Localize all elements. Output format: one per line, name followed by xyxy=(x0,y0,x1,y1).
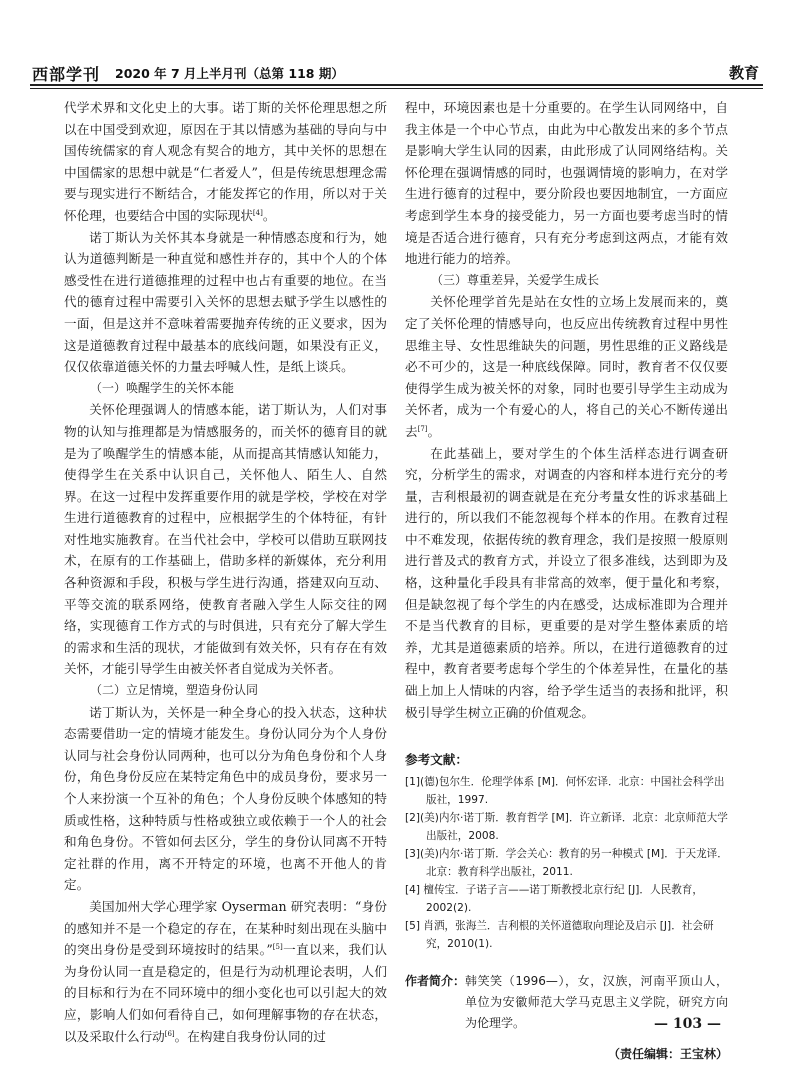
journal-logo: 西部学刊 xyxy=(32,65,101,84)
page-header xyxy=(0,0,793,90)
reference-item: [1](德)包尔生．伦理学体系 [M]．何怀宏译．北京：中国社会科学出版社，1997. xyxy=(405,776,725,807)
citation[interactable]: [6] xyxy=(164,1029,175,1038)
citation[interactable]: [7] xyxy=(417,424,428,433)
paragraph: 程中，环境因素也是十分重要的。在学生认同网络中，自我主体是一个中心节点，由此为中心散发出来的多个节点是影响大学生认同的因素，由此形成了认同网络结构。关怀伦理在强调情感的同时，也强调情境的影响力，在对学生进行德育的过程中，要分阶段也要因地制宜，一方面应考虑到学生本身的接受能力，另一方面也要考虑当时的情境是否适合进行德育，只有充分考虑到这两点，才能有效地进行能力的培养。 xyxy=(405,100,728,267)
author-text: 韩笑笑（1996—），女，汉族，河南平顶山人，单位为安徽师范大学马克思主义学院，研究方向为伦理学。 xyxy=(465,974,728,1031)
reference-item: [2](美)内尔·诺丁斯．教育哲学 [M]．许立新译．北京：北京师范大学出版社，2008. xyxy=(405,812,728,843)
subheading: （三）尊重差异，关爱学生成长 xyxy=(431,272,600,287)
paragraph: 诺丁斯认为关怀其本身就是一种情感态度和行为，她认为道德判断是一种直觉和感性并存的，其中个人的个体感受性在进行道德推理的过程中也占有重要的地位。在当代的德育过程中需要引入关怀的思想去赋予学生以感性的一面，但是这并不意味着需要抛弃传统的正义要求，因为这是道德教育过程中最基本的底线问题，如果没有正义，仅仅依靠道德关怀的力量去呼喊人性，是纸上谈兵。 xyxy=(64,229,387,375)
editor-credit: （责任编辑：王宝林） xyxy=(607,1047,728,1062)
issue-info: 2020 年 7 月上半月刊（总第 118 期） xyxy=(115,66,344,81)
paragraph: 关怀伦理学首先是站在女性的立场上发展而来的，奠定了关怀伦理的情感导向，也反应出传统教育过程中男性思维主导、女性思维缺失的问题，男性思维的正义路线是必不可少的，这是一种底线保障。同时，教育者不仅仅要使得学生成为被关怀的对象，同时也要引导学生主动成为关怀者，成为一个有爱心的人，将自己的关心不断传递出去[7]。 xyxy=(405,294,728,439)
header-rule-thin xyxy=(30,88,763,89)
right-column xyxy=(405,97,728,1066)
references-title: 参考文献： xyxy=(405,752,468,768)
subheading: （二）立足情境，塑造身份认同 xyxy=(90,683,259,698)
page-number: — 103 — xyxy=(654,1016,721,1032)
header-rule-thick xyxy=(30,84,763,86)
paragraph: 关怀伦理强调人的情感本能，诺丁斯认为，人们对事物的认知与推理都是为情感服务的，而关怀的德育目的就是为了唤醒学生的情感本能，从而提高其情感认知能力，使得学生在关系中认识自己，关怀他人、陌生人、自然界。在这一过程中发挥重要作用的就是学校，学校在对学生进行道德教育的过程中，应根据学生的个体特征，有针对性地实施教育。在当代社会中，学校可以借助互联网技术，在原有的工作基础上，借助多样的新媒体，充分利用各种资源和手段，积极与学生进行沟通，搭建双向互动、平等交流的联系网络，使教育者融入学生人际交往的网络，实现德育工作方式的与时俱进，只有充分了解大学生的需求和生活的现状，才能做到有效关怀，只有存在有效关怀，才能引导学生由被关怀者自觉成为关怀者。 xyxy=(64,402,387,677)
author-label: 作者简介： xyxy=(405,974,466,989)
citation[interactable]: [4] xyxy=(252,208,263,217)
references-list xyxy=(405,773,728,953)
citation[interactable]: [5] xyxy=(272,942,283,951)
reference-item: [5] 肖洒，张海兰．吉利根的关怀道德取向理论及启示 [J]．社会研究，2010(1). xyxy=(405,920,714,951)
reference-item: [3](美)内尔·诺丁斯．学会关心：教育的另一种模式 [M]．于天龙译．北京：教育科学出版社，2011. xyxy=(405,848,728,879)
paragraph: 诺丁斯认为，关怀是一种全身心的投入状态，这种状态需要借助一定的情境才能发生。身份认同分为个人身份认同与社会身份认同两种，也可以分为角色身份和个人身份，角色身份反应在某特定角色中的成员身份，要求另一个人来扮演一个互补的角色；个人身份反映个体感知的特质或性格，这种特质与性格或独立或依赖于一个人的社会和角色身份。不管如何去区分，学生的身份认同离不开特定社群的作用，离不开特定的环境，也离不开他人的肯定。 xyxy=(64,704,387,893)
paragraph: 美国加州大学心理学家 Oyserman 研究表明：“身份的感知并不是一个稳定的存在，在某种时刻出现在头脑中的突出身份是受到环境按时的结果。”[5]一直以来，我们认为身份认同一直是稳定的，但是行为动机理论表明，人们的目标和行为在不同环境中的细小变化也可以引起大的效应，影响人们如何看待自己，如何理解事物的存在状态，以及采取什么行动[6]。在构建自我身份认同的过 xyxy=(64,898,387,1044)
subheading: （一）唤醒学生的关怀本能 xyxy=(90,380,235,395)
reference-item: [4] 檀传宝．子诺子言——诺丁斯教授北京行纪 [J]．人民教育，2002(2). xyxy=(405,884,703,915)
paragraph: 代学术界和文化史上的大事。诺丁斯的关怀伦理思想之所以在中国受到欢迎，原因在于其以情感为基础的导向与中国传统儒家的育人观念有契合的地方，其中关怀的思想在中国儒家的思想中就是“仁者爱人”，但是传统思想理念需要与现实进行不断结合，才能发挥它的作用，所以对于关怀伦理，也要结合中国的实际现状[4]。 xyxy=(64,100,387,223)
left-column xyxy=(64,97,387,1047)
section-label: 教育 xyxy=(728,64,759,82)
paragraph: 在此基础上，要对学生的个体生活样态进行调查研究，分析学生的需求，对调查的内容和样本进行充分的考量，吉利根最初的调查就是在充分考量女性的诉求基础上进行的，所以我们不能忽视每个样本的作用。在教育过程中不难发现，依据传统的教育理念，我们是按照一般原则进行普及式的教育方式，并设立了很多准线，达到即为及格，这种量化手段具有非常高的效率，便于量化和考察，但是缺忽视了每个学生的内在感受，达成标准即为合理并不是当代教育的目标，更重要的是对学生整体素质的培养，尤其是道德素质的培养。所以，在进行道德教育的过程中，教育者要考虑每个学生的个体差异性，在量化的基础上加上人情味的内容，给予学生适当的表扬和批评，积极引导学生树立正确的价值观念。 xyxy=(405,445,728,720)
